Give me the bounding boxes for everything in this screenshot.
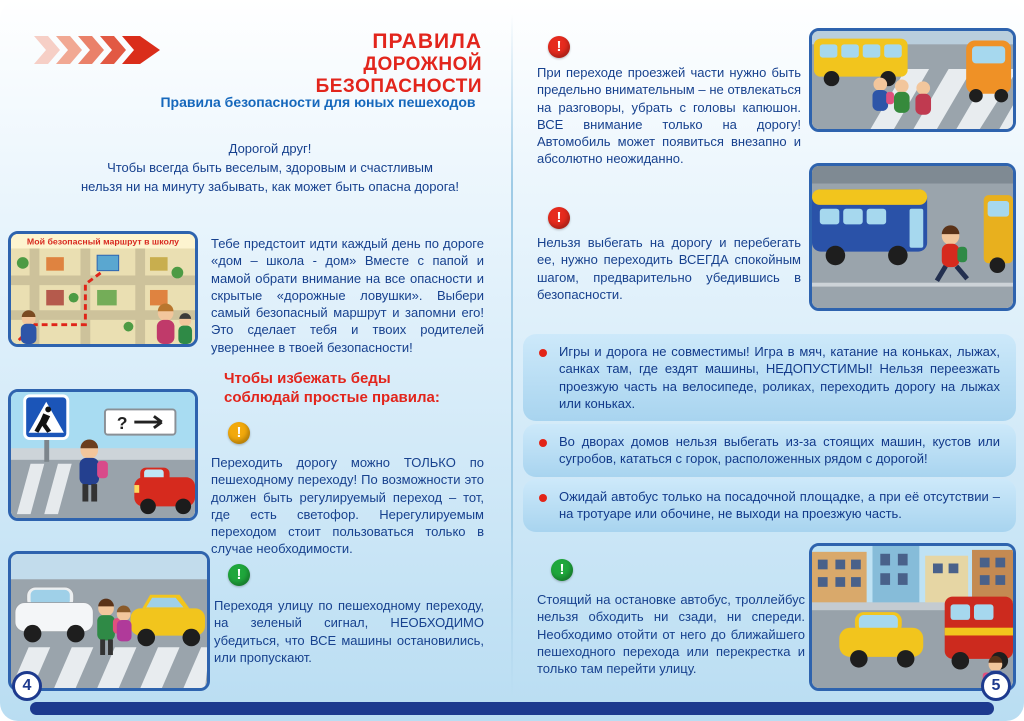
orange-van — [966, 41, 1011, 103]
crosswalk-sign-scene — [11, 392, 195, 518]
rule-attention-paragraph: При переходе проезжей части нужно быть предельно внимательным – не отвлекаться на разговоры, убрать с головы капюшон. ВСЕ внимание только на дорогу! Автомобиль может появиться внезапно и абсолютно неожиданно. — [537, 65, 801, 167]
banner-no-games — [523, 334, 1016, 421]
exclamation-glyph: ! — [236, 566, 242, 583]
illustration-running-child — [809, 163, 1016, 311]
route-map-caption: Мой безопасный маршрут в школу — [26, 236, 180, 247]
intro-text — [70, 140, 470, 197]
bullet-dot-icon — [539, 439, 547, 447]
banner-text: Во дворах домов нельзя выбегать из-за стоящих машин, кустов или сугробов, кататься с горок, расположенных рядом с дорогой! — [559, 434, 1000, 467]
allowed-icon-green-2 — [551, 559, 573, 581]
page-right — [512, 0, 1024, 721]
exclamation-glyph: ! — [556, 209, 562, 226]
warning-icon-red-1 — [548, 36, 570, 58]
pedestrian-sign-icon — [25, 396, 68, 439]
exclamation-glyph: ! — [236, 424, 242, 441]
bus-stop-scene — [812, 546, 1013, 688]
intro-line-3: нельзя ни на минуту забывать, как может быть опасна дорога! — [80, 178, 460, 194]
intro-line-2: Чтобы всегда быть веселым, здоровым и счастливым — [107, 159, 433, 175]
title-line-1: ПРАВИЛА — [372, 30, 482, 53]
yellow-truck — [984, 195, 1013, 273]
route-map-paragraph: Тебе предстоит идти каждый день по дороге «дом – школа - дом» Вместе с папой и мамой обрати внимание на все опасности и скрытые «дорожные ловушки». Выбери самый безопасный маршрут и запомни его! Это сделает тебя и твоих родителей увереннее в твоей безопасности! — [211, 236, 484, 355]
allowed-icon-green — [228, 564, 250, 586]
cars-stopped-scene — [11, 554, 207, 688]
bullet-dot-icon — [539, 494, 547, 502]
rules-heading — [224, 370, 490, 408]
banner-text: Ожидай автобус только на посадочной площадке, а при её отсутствии – на тротуаре или обочине, не выходи на проезжую часть. — [559, 489, 1000, 522]
warning-icon-red-2 — [548, 207, 570, 229]
chevron-arrows-icon — [34, 36, 162, 64]
exclamation-glyph: ! — [556, 38, 562, 55]
title-line-2: ДОРОЖНОЙ БЕЗОПАСНОСТИ — [315, 54, 482, 97]
route-map-scene — [11, 234, 195, 344]
crosswalk-group-scene — [812, 31, 1013, 129]
banner-bus-waiting — [523, 479, 1016, 532]
crossing-children-group — [872, 78, 931, 115]
question-mark: ? — [116, 412, 128, 433]
question-sign-icon — [105, 409, 175, 434]
rules-heading-line-1: Чтобы избежать беды — [224, 370, 391, 387]
running-child-scene — [812, 166, 1013, 308]
rules-heading-line-2: соблюдай простые правила: — [224, 388, 440, 406]
bottom-decor-bar — [30, 702, 994, 715]
banner-yards — [523, 424, 1016, 477]
buildings — [812, 546, 1013, 602]
rule-crosswalk-paragraph: Переходить дорогу можно ТОЛЬКО по пешеходному переходу! По возможности это должен быть регулируемый переход – тот, где есть светофор. Нерегулируемым переходом стоит пользоваться только в случае необходимости. — [211, 455, 484, 557]
rule-bus-stop-paragraph: Стоящий на остановке автобус, троллейбус нельзя обходить ни сзади, ни спереди. Необходимо отойти от него до ближайшего пешеходного перехода или перекрестка и только там перейти улицу. — [537, 592, 805, 677]
illustration-bus-stop — [809, 543, 1016, 691]
page-number-left: 4 — [12, 671, 42, 701]
illustration-cars-stopped — [8, 551, 210, 691]
banner-text: Игры и дорога не совместимы! Игра в мяч, катание на коньках, лыжах, санках там, где ездят машины, НЕДОПУСТИМЫ! Нельзя переезжать проезжую часть на велосипеде, роликах, переходить дорогу на лыжах или коньках. — [559, 344, 1000, 411]
exclamation-glyph: ! — [559, 561, 565, 578]
rule-green-signal-paragraph: Переходя улицу по пешеходному переходу, на зеленый сигнал, НЕОБХОДИМО убедиться, что ВСЕ машины остановились, или пропускают. — [214, 598, 484, 665]
illustration-safe-route-map — [8, 231, 198, 347]
page-subtitle: Правила безопасности для юных пешеходов — [160, 94, 476, 110]
page-number-right: 5 — [981, 671, 1011, 701]
red-bus — [945, 597, 1013, 670]
intro-line-1: Дорогой друг! — [228, 141, 312, 156]
page-fold-divider — [511, 14, 513, 697]
warning-icon-yellow — [228, 422, 250, 444]
rule-no-running-paragraph: Нельзя выбегать на дорогу и перебегать ее, нужно переходить ВСЕГДА спокойным шагом, предварительно убедившись в безопасности. — [537, 235, 801, 302]
bullet-dot-icon — [539, 349, 547, 357]
illustration-crosswalk-sign — [8, 389, 198, 521]
illustration-crosswalk-group — [809, 28, 1016, 132]
page-title — [200, 30, 482, 98]
